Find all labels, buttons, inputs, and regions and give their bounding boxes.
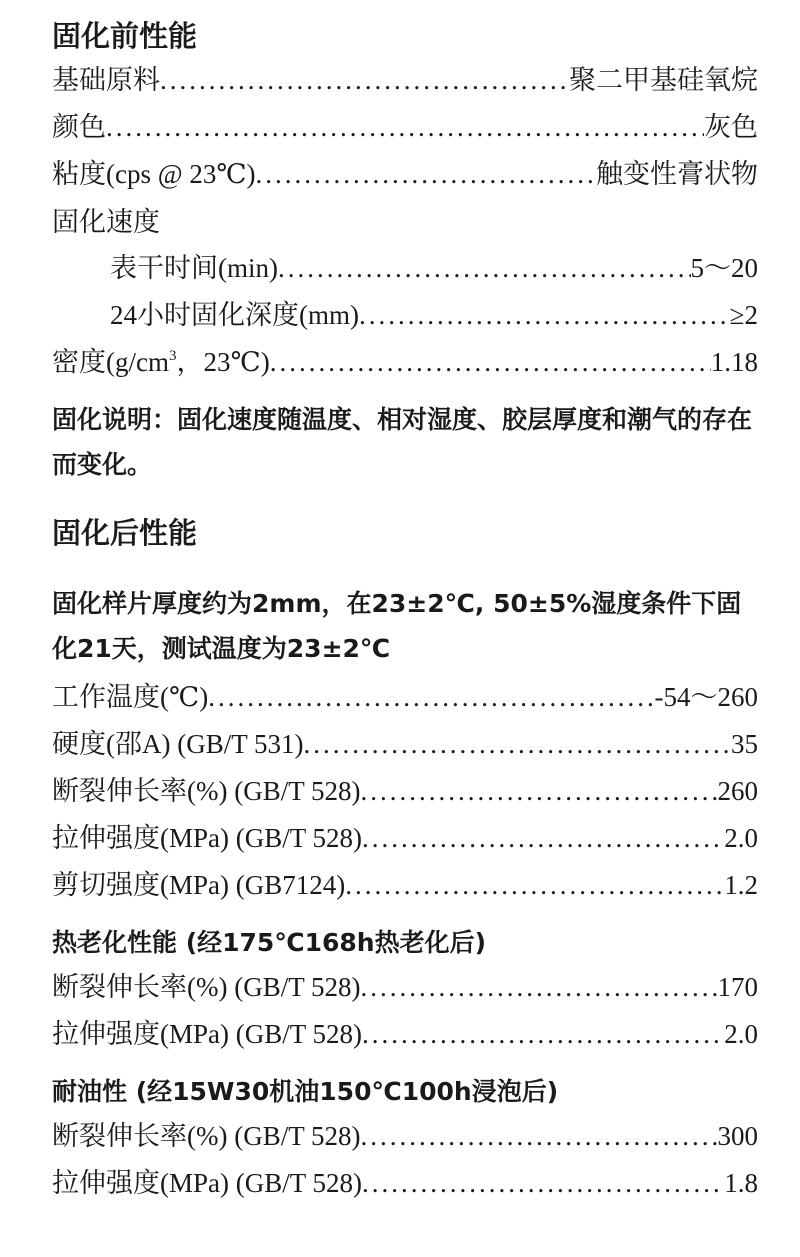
spec-label: 拉伸强度(MPa) (GB/T 528) [52,1019,362,1049]
spec-label: 粘度(cps @ 23℃) [52,159,256,189]
dot-leader [303,729,731,760]
dot-leader [160,65,569,96]
dot-leader [359,300,730,331]
spec-value: 1.18 [710,347,758,377]
dot-leader [362,1168,724,1199]
spec-row-density [52,340,758,387]
spec-label: 断裂伸长率(%) (GB/T 528) [52,972,361,1002]
spec-label: 24小时固化深度(mm) [110,300,359,330]
spec-value: 2.0 [724,1019,758,1049]
spec-label: 硬度(邵A) (GB/T 531) [52,729,304,759]
spec-row-cure-depth [52,293,758,340]
spec-value: 260 [717,776,758,806]
density-label-pre: 密度(g/cm [52,347,169,377]
spec-row-heat-elongation [52,965,758,1012]
spec-value: 35 [731,729,758,759]
spec-label: 拉伸强度(MPa) (GB/T 528) [52,823,362,853]
spec-row-oil-tensile [52,1161,758,1208]
dot-leader [345,870,724,901]
spec-label: 工作温度(℃) [52,682,209,712]
section-title-postcure: 固化后性能 [52,516,198,550]
spec-value: ≥2 [729,300,758,330]
spec-row-tensile-strength [52,816,758,863]
dot-leader [362,1019,724,1050]
spec-label: 颜色 [52,112,106,142]
section-title-precure: 固化前性能 [52,19,198,53]
spec-value: 1.8 [724,1168,758,1198]
cure-note: 固化说明：固化速度随温度、相对湿度、胶层厚度和潮气的存在而变化。 [52,405,753,479]
density-label-sup: 3 [168,348,177,364]
spec-label: 拉伸强度(MPa) (GB/T 528) [52,1168,362,1198]
section-title-oil-resistance: 耐油性 (经15W30机油150℃100h浸泡后) [52,1077,559,1106]
spec-value: 聚二甲基硅氧烷 [569,65,758,95]
spec-row-base-material [52,58,758,105]
spec-value: 2.0 [724,823,758,853]
dot-leader [360,972,717,1003]
spec-value: 触变性膏状物 [596,159,758,189]
spec-label: 基础原料 [52,65,160,95]
spec-row-hardness [52,722,758,769]
spec-value: 1.2 [724,870,758,900]
dot-leader [256,159,596,190]
spec-row-oil-elongation [52,1114,758,1161]
dot-leader [360,1121,717,1152]
spec-label: 断裂伸长率(%) (GB/T 528) [52,776,361,806]
section-title-heat-aging: 热老化性能 (经175℃168h热老化后) [52,928,486,957]
dot-leader [208,682,654,713]
spec-row-color [52,105,758,152]
spec-value: 5～20 [690,253,758,283]
spec-label: 剪切强度(MPa) (GB7124) [52,870,346,900]
cure-condition: 固化样片厚度约为2mm，在23±2℃, 50±5%湿度条件下固化21天，测试温度为23±2℃ [52,589,742,663]
spec-row-viscosity [52,152,758,199]
spec-row-working-temp [52,675,758,722]
density-label-post: ，23℃) [176,347,270,377]
spec-row-shear-strength [52,863,758,910]
spec-sheet [52,14,758,1208]
dot-leader [362,823,724,854]
spec-value: -54～260 [654,682,758,712]
spec-row-heat-tensile [52,1012,758,1059]
spec-label: 表干时间(min) [110,253,278,283]
dot-leader [270,347,711,378]
dot-leader [278,253,691,284]
spec-value: 170 [717,972,758,1002]
spec-row-tack-free-time [52,246,758,293]
dot-leader [106,112,704,143]
spec-label [52,340,270,379]
spec-row-elongation [52,769,758,816]
spec-value: 300 [717,1121,758,1151]
spec-label: 断裂伸长率(%) (GB/T 528) [52,1121,361,1151]
spec-value: 灰色 [704,112,758,142]
cure-speed-label: 固化速度 [52,207,160,237]
dot-leader [360,776,717,807]
